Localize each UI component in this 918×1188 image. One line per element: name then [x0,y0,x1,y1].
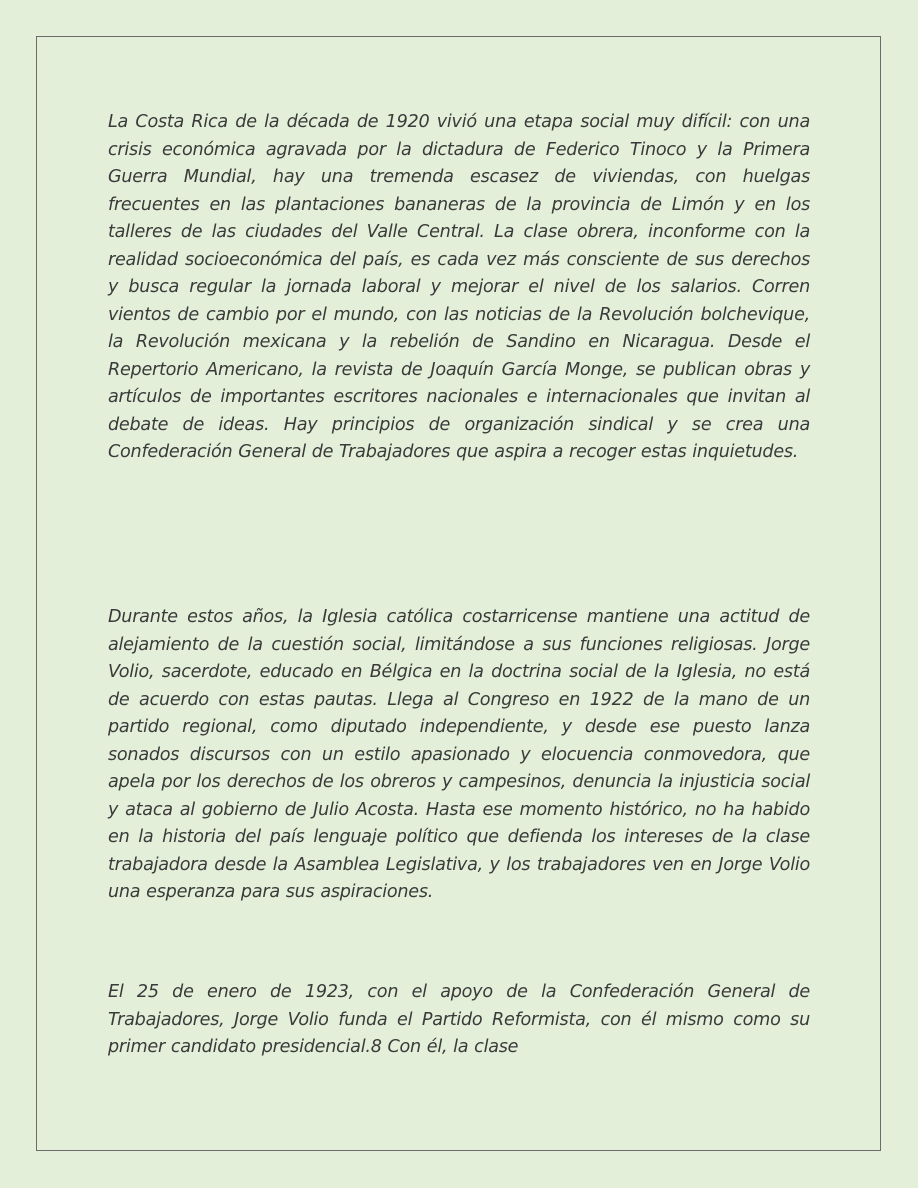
paragraph-3: El 25 de enero de 1923, con el apoyo de la Confederación General de Trabajadores, Jorge Volio funda el Partido Reformista, con él mismo como su primer candidato presidencial.8 Con él, la clase [108,982,810,1057]
paragraph-1: La Costa Rica de la década de 1920 vivió una etapa social muy difícil: con una crisis económica agravada por la dictadura de Federico Tinoco y la Primera Guerra Mundial, hay una tremenda escasez de viviendas, con huelgas frecuentes en las plantaciones bananeras de la provincia de Limón y en los talleres de las ciudades del Valle Central. La clase obrera, inconforme con la realidad socioeconómica del país, es cada vez más consciente de sus derechos y busca regular la jornada laboral y mejorar el nivel de los salarios. Corren vientos de cambio por el mundo, con las noticias de la Revolución bolchevique, la Revolución mexicana y la rebelión de Sandino en Nicaragua. Desde el Repertorio Americano, la revista de Joaquín García Monge, se publican obras y artículos de importantes escritores nacionales e internacionales que invitan al debate de ideas. Hay principios de organización sindical y se crea una Confederación General de Trabajadores que aspira a recoger estas inquietudes. [108,112,810,462]
paragraph-2: Durante estos años, la Iglesia católica costarricense mantiene una actitud de alejamiento de la cuestión social, limitándose a sus funciones religiosas. Jorge Volio, sacerdote, educado en Bélgica en la doctrina social de la Iglesia, no está de acuerdo con estas pautas. Llega al Congreso en 1922 de la mano de un partido regional, como diputado independiente, y desde ese puesto lanza sonados discursos con un estilo apasionado y elocuencia conmovedora, que apela por los derechos de los obreros y campesinos, denuncia la injusticia social y ataca al gobierno de Julio Acosta. Hasta ese momento histórico, no ha habido en la historia del país lenguaje político que defienda los intereses de la clase trabajadora desde la Asamblea Legislativa, y los trabajadores ven en Jorge Volio una esperanza para sus aspiraciones. [108,607,810,902]
